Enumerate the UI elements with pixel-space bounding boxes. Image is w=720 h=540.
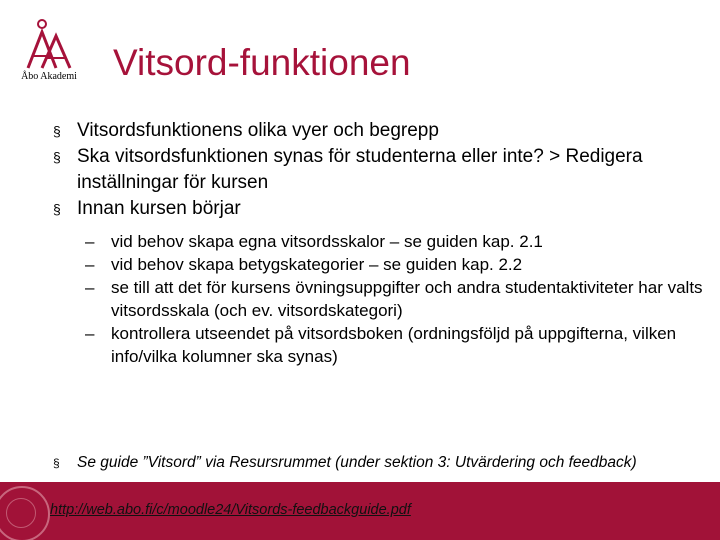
seal-inner-icon bbox=[6, 498, 36, 528]
sub-bullet-text: vid behov skapa betygskategorier – se guiden kap. 2.2 bbox=[111, 255, 523, 274]
bullet-marker: § bbox=[53, 201, 61, 217]
bullet-marker: § bbox=[53, 123, 61, 139]
bullet-marker: § bbox=[53, 456, 60, 470]
guide-note bbox=[50, 452, 717, 474]
bullet-text: Innan kursen börjar bbox=[77, 198, 241, 219]
sub-bullet-text: vid behov skapa egna vitsordsskalor – se guiden kap. 2.1 bbox=[111, 232, 543, 251]
dash-marker: – bbox=[85, 324, 95, 343]
sub-bullet-item bbox=[50, 322, 715, 368]
slide-content bbox=[50, 118, 715, 368]
bullet-marker: § bbox=[53, 149, 61, 165]
guide-link[interactable]: http://web.abo.fi/c/moodle24/Vitsords-feedbackguide.pdf bbox=[50, 502, 411, 518]
page-title: Vitsord-funktionen bbox=[113, 42, 411, 83]
logo-emblem-icon bbox=[14, 18, 84, 74]
sub-bullet-item bbox=[50, 230, 715, 253]
bullet-item bbox=[50, 144, 715, 196]
logo-wordmark: Åbo Akademi bbox=[21, 71, 77, 82]
bullet-item bbox=[50, 196, 715, 222]
dash-marker: – bbox=[85, 255, 95, 274]
bullet-text: Vitsordsfunktionens olika vyer och begrepp bbox=[77, 120, 439, 141]
abo-akademi-logo bbox=[14, 18, 84, 84]
sub-bullet-item bbox=[50, 253, 715, 276]
sub-bullet-text: se till att det för kursens övningsuppgifter och andra studentaktiviteter har valts vitsordsskala (och ev. vitsordskategori) bbox=[111, 278, 703, 320]
guide-note-text: Se guide ”Vitsord” via Resursrummet (under sektion 3: Utvärdering och feedback) bbox=[77, 454, 637, 471]
sub-bullet-text: kontrollera utseendet på vitsordsboken (ordningsföljd på uppgifterna, vilken info/vilka kolumner ska synas) bbox=[111, 324, 677, 366]
bullet-text: Ska vitsordsfunktionen synas för studenterna eller inte? > Redigera inställningar för kursen bbox=[77, 146, 643, 193]
bullet-item bbox=[50, 118, 715, 144]
dash-marker: – bbox=[85, 232, 95, 251]
dash-marker: – bbox=[85, 278, 95, 297]
sub-bullet-list bbox=[50, 230, 715, 368]
sub-bullet-item bbox=[50, 276, 715, 322]
